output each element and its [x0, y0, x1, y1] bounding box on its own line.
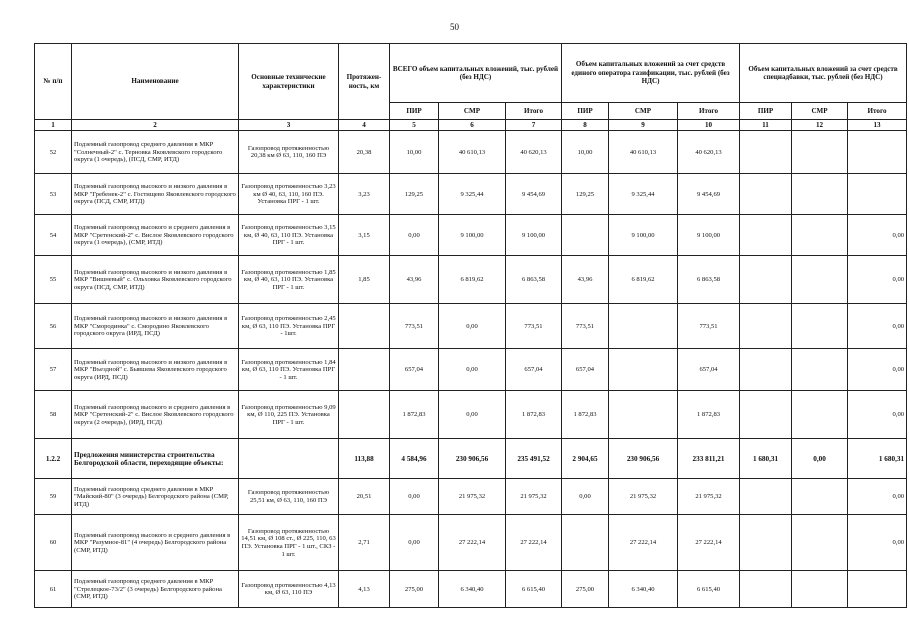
cell-num: 55	[35, 256, 72, 304]
cell-t-itogo: 1 872,83	[506, 391, 562, 439]
cell-num: 53	[35, 174, 72, 215]
cell-length: 20,38	[339, 131, 390, 174]
cell-t-itogo: 21 975,32	[506, 479, 562, 515]
header-tech: Основные технические характеристики	[239, 44, 339, 120]
cell-s-smr	[792, 515, 848, 571]
header-total-smr: СМР	[439, 103, 506, 120]
cell-tech: Газопровод протяженностью 3,15 км, Ø 40, 63, 110 ПЭ. Установка ПРГ - 1 шт.	[239, 215, 339, 256]
cell-o-pir: 10,00	[562, 131, 609, 174]
cell-s-smr	[792, 571, 848, 608]
cell-s-pir	[740, 479, 792, 515]
cell-s-itogo	[848, 174, 907, 215]
cell-o-itogo: 233 811,21	[678, 439, 740, 479]
table-row	[35, 571, 907, 608]
cell-o-itogo: 773,51	[678, 304, 740, 349]
cell-t-pir: 0,00	[390, 215, 439, 256]
cell-t-itogo: 40 620,13	[506, 131, 562, 174]
cell-t-pir: 0,00	[390, 479, 439, 515]
cell-num: 61	[35, 571, 72, 608]
cell-name: Подземный газопровод высокого и низкого давления в МКР "Въездной" с. Бывшева Яковлевского городского округа (ИРД, ПСД)	[72, 349, 239, 391]
table-row	[35, 174, 907, 215]
cell-o-itogo: 21 975,32	[678, 479, 740, 515]
col-number: 7	[506, 120, 562, 131]
cell-o-pir: 2 904,65	[562, 439, 609, 479]
table-row	[35, 256, 907, 304]
cell-s-smr	[792, 215, 848, 256]
header-total-itogo: Итого	[506, 103, 562, 120]
cell-s-itogo	[848, 131, 907, 174]
col-number: 11	[740, 120, 792, 131]
cell-t-itogo: 9 100,00	[506, 215, 562, 256]
page-number: 50	[450, 22, 459, 32]
cell-s-pir	[740, 256, 792, 304]
header-num: № п/п	[35, 44, 72, 120]
cell-t-smr: 0,00	[439, 391, 506, 439]
cell-name: Подземный газопровод высокого и низкого давления в МКР "Вишневый" с. Ольховка Яковлевского городского округа (ПСД, СМР, ИТД)	[72, 256, 239, 304]
cell-t-itogo: 27 222,14	[506, 515, 562, 571]
table-row	[35, 215, 907, 256]
cell-o-itogo: 6 863,58	[678, 256, 740, 304]
cell-o-smr: 6 819,62	[609, 256, 678, 304]
cell-t-smr: 40 610,13	[439, 131, 506, 174]
cell-s-pir	[740, 174, 792, 215]
cell-tech: Газопровод протяженностью 2,45 км, Ø 63, 110 ПЭ. Установка ПРГ - 1шт.	[239, 304, 339, 349]
col-number: 8	[562, 120, 609, 131]
cell-num: 56	[35, 304, 72, 349]
cell-o-pir: 275,00	[562, 571, 609, 608]
cell-o-itogo: 9 100,00	[678, 215, 740, 256]
cell-s-smr	[792, 391, 848, 439]
cell-tech: Газопровод протяженностью 4,13 км, Ø 63, 110 ПЭ	[239, 571, 339, 608]
cell-length: 4,13	[339, 571, 390, 608]
cell-t-smr: 6 819,62	[439, 256, 506, 304]
table-row	[35, 479, 907, 515]
cell-t-pir: 129,25	[390, 174, 439, 215]
cell-o-pir: 0,00	[562, 479, 609, 515]
header-operator-smr: СМР	[609, 103, 678, 120]
cell-length: 2,71	[339, 515, 390, 571]
table-row	[35, 391, 907, 439]
cell-tech: Газопровод протяженностью 14,51 км, Ø 108 ст., Ø 225, 110, 63 ПЭ. Установка ПРГ - 1 шт., СКЗ - 1 шт.	[239, 515, 339, 571]
cell-o-smr	[609, 349, 678, 391]
header-total-pir: ПИР	[390, 103, 439, 120]
cell-s-smr	[792, 131, 848, 174]
cell-t-pir: 10,00	[390, 131, 439, 174]
cell-o-pir: 43,96	[562, 256, 609, 304]
cell-o-pir	[562, 215, 609, 256]
cell-t-pir: 0,00	[390, 515, 439, 571]
cell-s-itogo: 1 680,31	[848, 439, 907, 479]
cell-length: 3,15	[339, 215, 390, 256]
cell-t-itogo: 235 491,52	[506, 439, 562, 479]
cell-tech: Газопровод протяженностью 3,23 км Ø 40, 63, 110, 160 ПЭ. Установка ПРГ - 1 шт.	[239, 174, 339, 215]
col-number: 10	[678, 120, 740, 131]
header-row-top	[35, 44, 907, 103]
table-row	[35, 304, 907, 349]
cell-t-itogo: 9 454,69	[506, 174, 562, 215]
cell-num: 57	[35, 349, 72, 391]
cell-s-pir	[740, 349, 792, 391]
cell-t-itogo: 6 863,58	[506, 256, 562, 304]
cell-o-itogo: 6 615,40	[678, 571, 740, 608]
cell-tech: Газопровод протяженностью 1,84 км, Ø 63, 110 ПЭ. Установка ПРГ - 1 шт.	[239, 349, 339, 391]
cell-tech: Газопровод протяженностью 25,51 км, Ø 63, 110, 160 ПЭ	[239, 479, 339, 515]
cell-num: 59	[35, 479, 72, 515]
cell-s-smr	[792, 256, 848, 304]
table-row	[35, 515, 907, 571]
col-number: 2	[72, 120, 239, 131]
cell-o-itogo: 657,04	[678, 349, 740, 391]
cell-t-smr: 21 975,32	[439, 479, 506, 515]
cell-name: Подземный газопровод среднего давления в МКР "Солнечный-2" с. Терновка Яковлевского городского округа (1 очередь), (ПСД, СМР, ИТД)	[72, 131, 239, 174]
cell-s-smr	[792, 174, 848, 215]
cell-name: Подземный газопровод высокого и среднего давления в МКР "Сретенский-2" с. Вислое Яковлевского городского округа (1 очередь), (СМР, ИТД)	[72, 215, 239, 256]
cell-o-smr: 40 610,13	[609, 131, 678, 174]
group-row	[35, 439, 907, 479]
header-special-pir: ПИР	[740, 103, 792, 120]
cell-length: 20,51	[339, 479, 390, 515]
cell-t-pir: 657,04	[390, 349, 439, 391]
cell-t-smr: 0,00	[439, 349, 506, 391]
cell-t-pir: 275,00	[390, 571, 439, 608]
table-row	[35, 349, 907, 391]
cell-s-itogo: 0,00	[848, 256, 907, 304]
cell-o-smr	[609, 391, 678, 439]
cell-o-itogo: 40 620,13	[678, 131, 740, 174]
cell-length	[339, 349, 390, 391]
header-name: Наименование	[72, 44, 239, 120]
cell-o-smr	[609, 304, 678, 349]
header-special-itogo: Итого	[848, 103, 907, 120]
cell-s-itogo: 0,00	[848, 304, 907, 349]
cell-name: Подземный газопровод высокого и среднего давления в МКР "Сретенский-2" с. Вислое Яковлевского городского округа (2 очередь), (ИРД, ПСД)	[72, 391, 239, 439]
header-total: ВСЕГО объем капитальных вложений, тыс. рублей (без НДС)	[390, 44, 562, 103]
table-row	[35, 131, 907, 174]
cell-t-smr: 0,00	[439, 304, 506, 349]
cell-s-pir: 1 680,31	[740, 439, 792, 479]
cell-t-smr: 9 100,00	[439, 215, 506, 256]
cell-s-itogo	[848, 571, 907, 608]
cell-s-itogo: 0,00	[848, 349, 907, 391]
cell-t-smr: 9 325,44	[439, 174, 506, 215]
cell-s-itogo: 0,00	[848, 515, 907, 571]
capital-investment-table	[34, 43, 907, 608]
cell-name: Подземный газопровод высокого и низкого давления в МКР "Гребенек-2" с. Гостищево Яковлевского городского округа (ПСД, СМР, ИТД)	[72, 174, 239, 215]
cell-length	[339, 304, 390, 349]
col-number: 9	[609, 120, 678, 131]
cell-t-pir: 4 584,96	[390, 439, 439, 479]
cell-o-smr: 6 340,40	[609, 571, 678, 608]
cell-o-smr: 9 100,00	[609, 215, 678, 256]
cell-num: 54	[35, 215, 72, 256]
cell-o-itogo: 9 454,69	[678, 174, 740, 215]
cell-t-itogo: 773,51	[506, 304, 562, 349]
cell-o-smr: 27 222,14	[609, 515, 678, 571]
cell-s-itogo: 0,00	[848, 479, 907, 515]
cell-tech: Газопровод протяженностью 1,85 км, Ø 40, 63, 110 ПЭ. Установка ПРГ - 1 шт.	[239, 256, 339, 304]
col-number: 1	[35, 120, 72, 131]
col-number: 13	[848, 120, 907, 131]
cell-t-itogo: 657,04	[506, 349, 562, 391]
cell-t-pir: 773,51	[390, 304, 439, 349]
cell-s-itogo: 0,00	[848, 215, 907, 256]
cell-num: 60	[35, 515, 72, 571]
header-operator-itogo: Итого	[678, 103, 740, 120]
cell-t-pir: 1 872,83	[390, 391, 439, 439]
cell-name: Подземный газопровод среднего давления в МКР "Стрелецкое-73/2" (3 очередь) Белгородского района (СМР, ИТД)	[72, 571, 239, 608]
cell-o-pir: 773,51	[562, 304, 609, 349]
cell-s-smr: 0,00	[792, 439, 848, 479]
header-special: Объем капитальных вложений за счет средств спецнадбавки, тыс. рублей (без НДС)	[740, 44, 907, 103]
cell-tech	[239, 439, 339, 479]
cell-t-pir: 43,96	[390, 256, 439, 304]
cell-s-pir	[740, 515, 792, 571]
cell-s-smr	[792, 349, 848, 391]
col-number: 4	[339, 120, 390, 131]
cell-name: Подземный газопровод высокого и среднего давления в МКР "Разумное-81" (4 очередь) Белгородского района (СМР, ИТД)	[72, 515, 239, 571]
cell-num: 58	[35, 391, 72, 439]
table-body	[35, 131, 907, 608]
header-operator-pir: ПИР	[562, 103, 609, 120]
cell-name: Подземный газопровод высокого и низкого давления в МКР "Смородинка" с. Смородино Яковлевского городского округа (ИРД, ПСД)	[72, 304, 239, 349]
cell-o-pir: 657,04	[562, 349, 609, 391]
col-number: 5	[390, 120, 439, 131]
cell-t-itogo: 6 615,40	[506, 571, 562, 608]
header-length: Протяжен-ность, км	[339, 44, 390, 120]
cell-t-smr: 6 340,40	[439, 571, 506, 608]
header-special-smr: СМР	[792, 103, 848, 120]
cell-o-itogo: 1 872,83	[678, 391, 740, 439]
cell-s-pir	[740, 131, 792, 174]
column-number-row	[35, 120, 907, 131]
col-number: 12	[792, 120, 848, 131]
cell-s-pir	[740, 304, 792, 349]
cell-o-pir: 129,25	[562, 174, 609, 215]
cell-o-smr: 21 975,32	[609, 479, 678, 515]
cell-name: Подземный газопровод среднего давления в МКР "Майский-80" (3 очередь) Белгородского района (СМР, ИТД)	[72, 479, 239, 515]
col-number: 3	[239, 120, 339, 131]
cell-num: 1.2.2	[35, 439, 72, 479]
cell-o-pir	[562, 515, 609, 571]
cell-length	[339, 391, 390, 439]
cell-o-smr: 9 325,44	[609, 174, 678, 215]
cell-o-smr: 230 906,56	[609, 439, 678, 479]
cell-num: 52	[35, 131, 72, 174]
cell-s-pir	[740, 391, 792, 439]
cell-t-smr: 27 222,14	[439, 515, 506, 571]
cell-s-smr	[792, 479, 848, 515]
col-number: 6	[439, 120, 506, 131]
cell-o-pir: 1 872,83	[562, 391, 609, 439]
cell-length: 1,85	[339, 256, 390, 304]
cell-s-pir	[740, 571, 792, 608]
cell-length: 113,88	[339, 439, 390, 479]
cell-length: 3,23	[339, 174, 390, 215]
cell-tech: Газопровод протяженностью 9,09 км, Ø 110, 225 ПЭ. Установка ПРГ - 1 шт.	[239, 391, 339, 439]
cell-t-smr: 230 906,56	[439, 439, 506, 479]
cell-s-smr	[792, 304, 848, 349]
cell-o-itogo: 27 222,14	[678, 515, 740, 571]
header-operator: Объем капитальных вложений за счет средств единого оператора газификации, тыс. рублей (без НДС)	[562, 44, 740, 103]
cell-tech: Газопровод протяженностью 20,38 км Ø 63, 110, 160 ПЭ	[239, 131, 339, 174]
cell-name: Предложения министерства строительства Белгородской области, переходящие объекты:	[72, 439, 239, 479]
cell-s-pir	[740, 215, 792, 256]
cell-s-itogo: 0,00	[848, 391, 907, 439]
